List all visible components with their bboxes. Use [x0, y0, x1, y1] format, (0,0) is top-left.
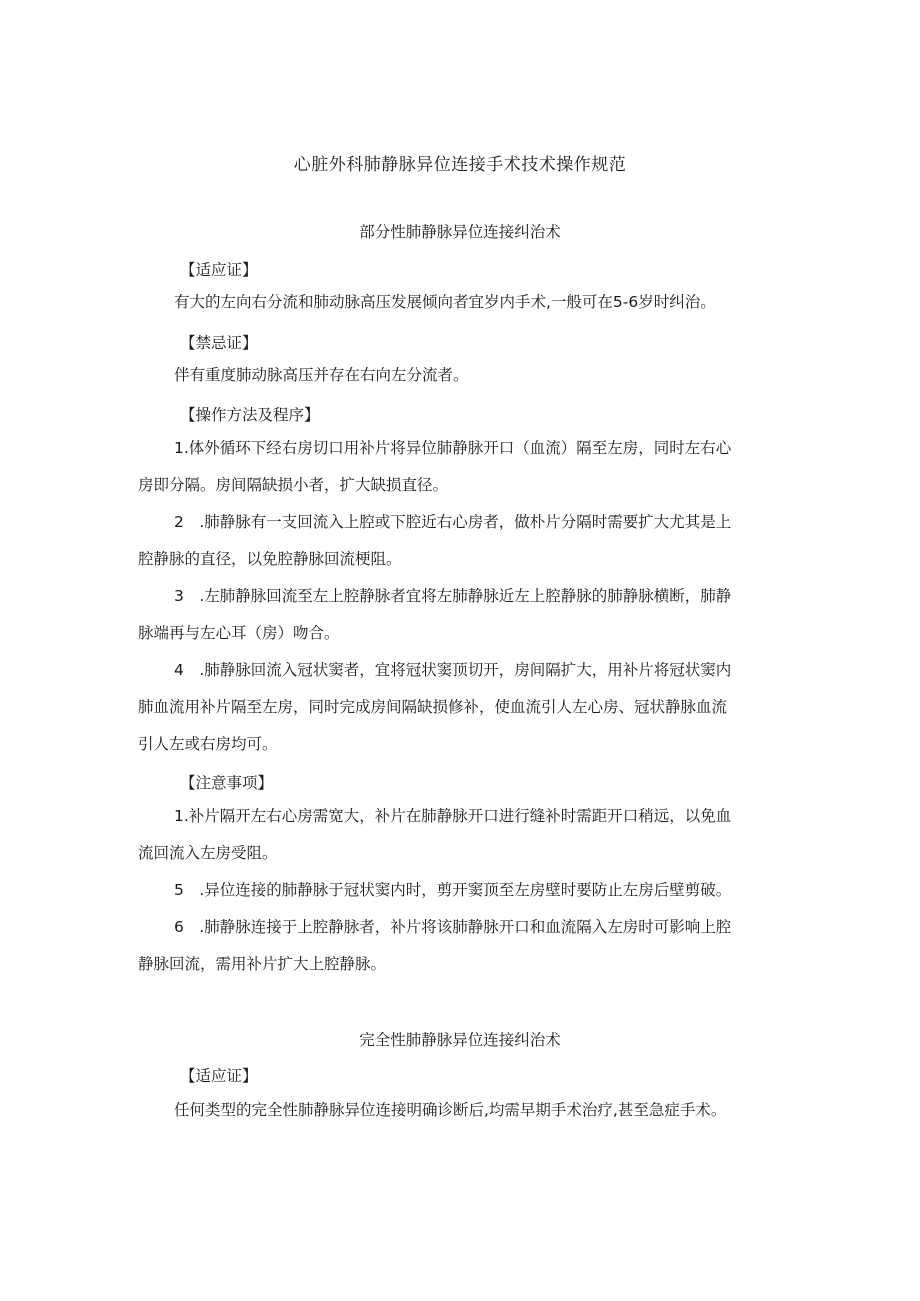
document-title: 心脏外科肺静脉异位连接手术技术操作规范 — [293, 155, 627, 175]
section-heading-complete: 完全性肺静脉异位连接纠治术 — [359, 1031, 561, 1049]
notes-label: 【注意事项】 — [180, 774, 274, 792]
indications-line: 有大的左向右分流和肺动脉高压发展倾向者宜岁内手术,一般可在5-6岁时纠治。 — [174, 293, 716, 311]
procedure-item-4-line1: 4 .肺静脉回流入冠状窦者，宜将冠状窦顶切开，房间隔扩大，用补片将冠状窦内 — [174, 661, 732, 679]
notes-item-1-line2: 流回流入左房受阻。 — [138, 844, 278, 862]
indications-label: 【适应证】 — [180, 261, 258, 279]
indications-text-2 — [138, 1092, 786, 1129]
notes-item-1-line1: 1.补片隔开左右心房需宽大，补片在肺静脉开口进行缝补时需距开口稍远，以免血 — [174, 807, 732, 825]
procedure-item-4-line2: 肺血流用补片隔至左房，同时完成房间隔缺损修补，使血流引人左心房、冠状静脉血流 — [138, 698, 728, 716]
procedure-item-2-line1: 2 .肺静脉有一支回流入上腔或下腔近右心房者，做朴片分隔时需要扩大尤其是上 — [174, 513, 732, 531]
indications-line-2: 任何类型的完全性肺静脉异位连接明确诊断后,均需早期手术治疗,甚至急症手术。 — [174, 1101, 727, 1119]
procedure-item-3-line2: 脉端再与左心耳（房）吻合。 — [138, 624, 340, 642]
procedure-item-1-line1: 1.体外循环下经右房切口用补片将异位肺静脉开口（血流）隔至左房，同时左右心 — [174, 439, 732, 457]
notes-item-3 — [138, 909, 786, 983]
contraindications-label: 【禁忌证】 — [180, 334, 258, 352]
procedure-item-4-line3: 引人左或右房均可。 — [138, 735, 278, 753]
procedure-label: 【操作方法及程序】 — [180, 406, 320, 424]
notes-item-2-line1: 5 .异位连接的肺静脉于冠状窦内时，剪开窦顶至左房壁时要防止左房后壁剪破。 — [174, 881, 732, 899]
procedure-item-2-line2: 腔静脉的直径，以免腔静脉回流梗阻。 — [138, 550, 402, 568]
contraindications-line: 伴有重度肺动脉高压并存在右向左分流者。 — [174, 366, 469, 384]
procedure-item-1-line2: 房即分隔。房间隔缺损小者，扩大缺损直径。 — [138, 476, 449, 494]
procedure-item-3-line1: 3 .左肺静脉回流至左上腔静脉者宜将左肺静脉近左上腔静脉的肺静脉横断，肺静 — [174, 587, 732, 605]
section-heading-partial: 部分性肺静脉异位连接纠治术 — [359, 223, 561, 241]
procedure-item-1 — [138, 430, 786, 504]
contraindications-text — [138, 357, 786, 394]
procedure-item-4 — [138, 652, 786, 763]
notes-item-3-line1: 6 .肺静脉连接于上腔静脉者，补片将该肺静脉开口和血流隔入左房时可影响上腔 — [174, 918, 732, 936]
procedure-item-3 — [138, 578, 786, 652]
notes-item-3-line2: 静脉回流，需用补片扩大上腔静脉。 — [138, 955, 387, 973]
indications-label-2: 【适应证】 — [180, 1067, 258, 1085]
notes-item-2 — [138, 872, 786, 909]
indications-text — [138, 284, 786, 321]
procedure-item-2 — [138, 504, 786, 578]
notes-item-1 — [138, 798, 786, 872]
